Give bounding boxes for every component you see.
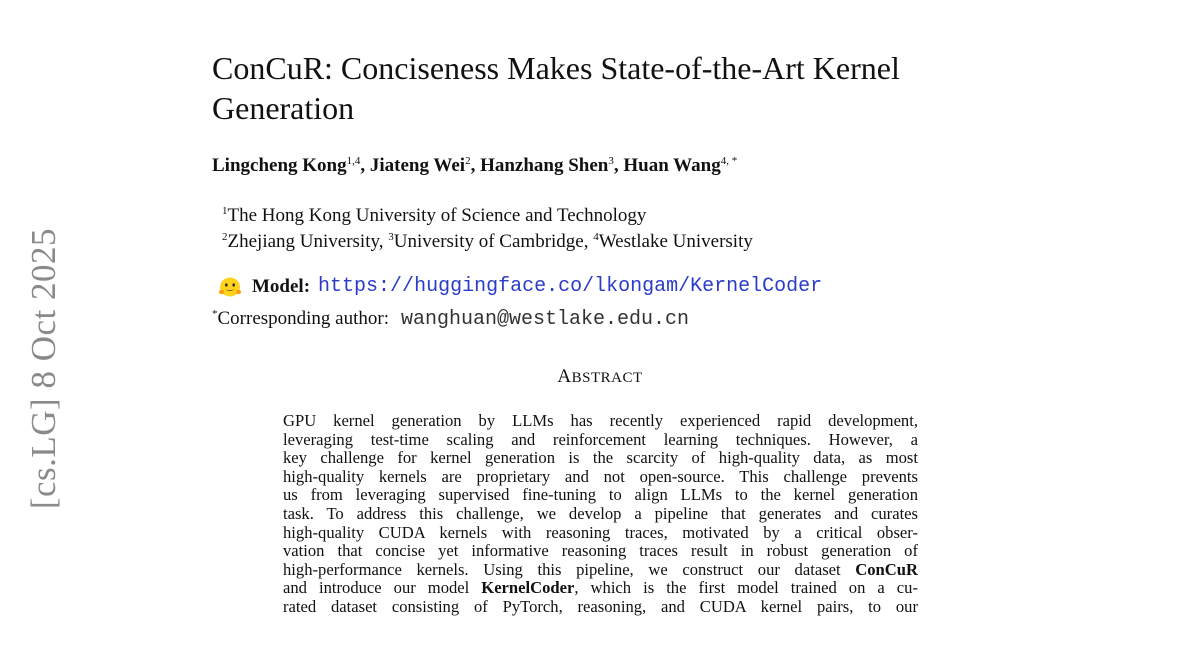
abstract-line: vation that concise yet informative reasoning traces result in robust generation of <box>283 542 918 561</box>
hugging-face-icon <box>218 276 242 298</box>
corresponding-label: Corresponding author: <box>217 308 390 329</box>
model-url-link[interactable]: https://huggingface.co/lkongam/KernelCoder <box>318 275 823 298</box>
dataset-name: ConCuR <box>855 560 918 579</box>
abstract-line: key challenge for kernel generation is the scarcity of high-quality data, as most <box>283 449 918 468</box>
author-name: Huan Wang <box>623 155 721 176</box>
corresponding-email[interactable]: wanghuan@westlake.edu.cn <box>401 308 690 331</box>
model-link-line <box>218 275 822 298</box>
model-label: Model: <box>252 275 311 297</box>
affiliation-line-1: $^1$The Hong Kong University of Science and Technology <box>222 205 647 226</box>
affiliations <box>222 203 753 255</box>
abstract-line: us from leveraging supervised fine-tuning to align LLMs to the kernel generation <box>283 486 918 505</box>
abstract-line: rated dataset consisting of PyTorch, reasoning, and CUDA kernel pairs, to our <box>283 597 918 616</box>
model-name: KernelCoder <box>481 579 575 598</box>
author-name: Jiateng Wei <box>369 155 466 176</box>
author-affil-mark: 1,4 <box>346 155 361 167</box>
affiliation-line-2: $^2$Zhejiang University, $^3$University of Cambridge, $^4$Westlake University <box>222 231 753 252</box>
abstract-line: and introduce our model KernelCoder, which is the first model trained on a cu- <box>283 579 918 598</box>
abstract-line: high-quality CUDA kernels with reasoning traces, motivated by a critical obser- <box>283 523 918 542</box>
abstract-line: high-performance kernels. Using this pipeline, we construct our dataset ConCuR <box>283 560 918 579</box>
paper-title: ConCuR: Conciseness Makes State-of-the-Art Kernel Generation <box>212 50 900 126</box>
author-affil-mark: 3 <box>608 155 614 167</box>
abstract-body <box>283 412 918 617</box>
abstract-line: GPU kernel generation by LLMs has recently experienced rapid development, <box>283 412 918 430</box>
arxiv-side-stamp: [cs.LG] 8 Oct 2025 <box>24 228 63 510</box>
abstract-line: high-quality kernels are proprietary and not open-source. This challenge prevents <box>283 467 918 486</box>
author-list: Lingcheng Kong$^{1,4}$, Jiateng Wei$^2$, Hanzhang Shen$^3$, Huan Wang$^{4, *}$ <box>212 155 738 176</box>
abstract-line: task. To address this challenge, we develop a pipeline that generates and curates <box>283 504 918 523</box>
author-name: Hanzhang Shen <box>480 155 609 176</box>
author-name: Lingcheng Kong <box>212 155 347 176</box>
author-affil-mark: 4, * <box>720 155 738 167</box>
corresponding-author: *Corresponding author: wanghuan@westlake.edu.cn <box>212 308 690 331</box>
abstract-heading: ABSTRACT <box>557 366 643 387</box>
author-affil-mark: 2 <box>465 155 471 167</box>
abstract-line: leveraging test-time scaling and reinforcement learning techniques. However, a <box>283 430 918 449</box>
